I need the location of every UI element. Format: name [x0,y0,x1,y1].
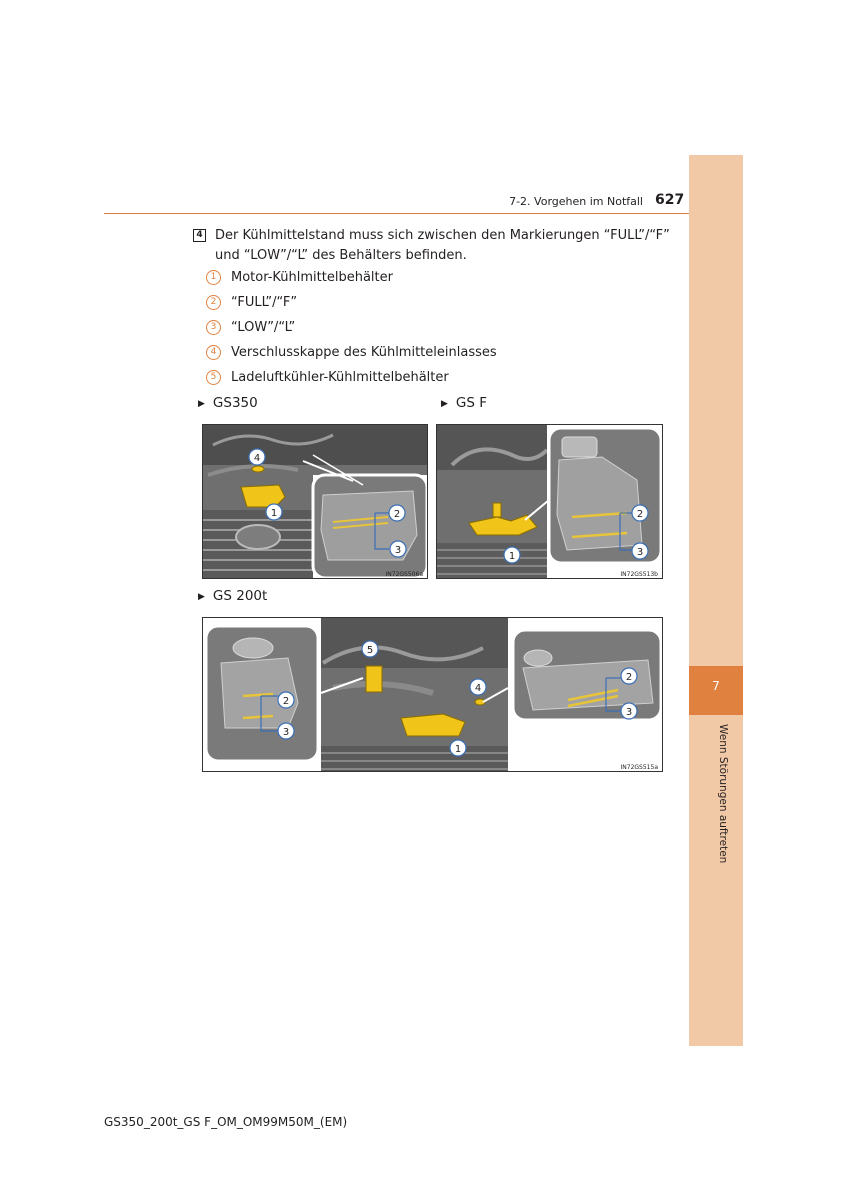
chapter-side-tab [689,155,743,1046]
engine-bay-illustration-gs200t [203,618,663,772]
figure-marker-3: 3 [625,707,633,718]
figure-code: IN72GS515a [620,764,658,771]
figure-marker-1: 1 [508,551,516,562]
figure-marker-4: 4 [253,453,261,464]
figure-marker-1: 1 [454,744,462,755]
section-title: 7-2. Vorgehen im Notfall [509,195,643,208]
callout-text: Verschlusskappe des Kühlmitteleinlasses [231,345,497,360]
figure-marker-4: 4 [474,683,482,694]
figure-code: IN72GS506a [385,571,423,578]
callout-item [206,320,295,335]
figure-marker-3: 3 [394,545,402,556]
callout-item [206,270,393,285]
callout-text: “FULL”/“F” [231,295,298,310]
page-number: 627 [655,192,685,208]
figure-gs350 [202,424,428,579]
variant-label-gs350: ▶ GS350 [198,395,258,411]
figure-marker-2: 2 [393,509,401,520]
chapter-title: Wenn Störungen auftreten [717,724,729,864]
callout-item [206,370,449,385]
variant-label-gs200t: ▶ GS 200t [198,588,268,604]
figure-marker-2: 2 [636,509,644,520]
figure-gs200t [202,617,663,772]
figure-marker-1: 1 [270,508,278,519]
variant-label-gsf: ▶ GS F [441,395,488,411]
footer-document-code: GS350_200t_GS F_OM_OM99M50M_(EM) [104,1115,348,1129]
callout-number: 5 [206,370,221,385]
figure-marker-2: 2 [625,672,633,683]
figure-marker-5: 5 [366,645,374,656]
callout-item [206,345,497,360]
engine-bay-illustration-gs350 [203,425,428,579]
figure-marker-3: 3 [636,547,644,558]
figure-marker-2: 2 [282,696,290,707]
triangle-bullet-icon: ▶ [198,592,205,602]
callout-number: 3 [206,320,221,335]
engine-bay-illustration-gsf [437,425,663,579]
triangle-bullet-icon: ▶ [441,399,448,409]
figure-gsf [436,424,663,579]
callout-item [206,295,297,310]
step-instruction: Der Kühlmittelstand muss sich zwischen den Markierungen “FULL”/“F” und “LOW”/“L” des Behälters befinden. [215,228,670,263]
step-number-box: 4 [193,229,206,242]
callout-number: 1 [206,270,221,285]
figure-code: IN72GS513b [620,571,658,578]
callout-number: 4 [206,345,221,360]
triangle-bullet-icon: ▶ [198,399,205,409]
callout-text: “LOW”/“L” [231,320,296,335]
callout-text: Ladeluftkühler-Kühlmittelbehälter [231,370,449,385]
chapter-number: 7 [712,679,720,693]
header-rule [104,213,689,214]
figure-marker-3: 3 [282,727,290,738]
callout-number: 2 [206,295,221,310]
callout-text: Motor-Kühlmittelbehälter [231,270,393,285]
